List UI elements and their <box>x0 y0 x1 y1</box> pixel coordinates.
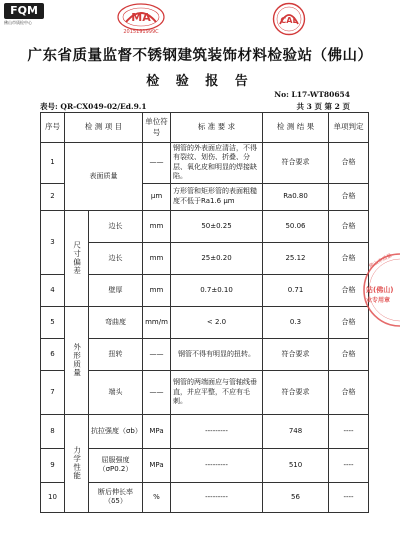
row-seq: 4 <box>41 274 65 306</box>
table-row <box>41 306 369 338</box>
header-unit: 单位符号 <box>143 113 171 143</box>
row-requirement: 50±0.25 <box>171 210 263 242</box>
page-info: 共 3 页 第 2 页 <box>296 102 350 111</box>
row-requirement: 钢管的外表面应清洁，不得有裂纹、划伤、折叠、分层、氧化皮和明显的焊接缺陷。 <box>171 143 263 184</box>
report-number-label: No: <box>274 90 289 99</box>
row-group-shape <box>65 306 89 414</box>
row-unit: % <box>143 482 171 512</box>
cma-text: MA <box>131 11 151 24</box>
row-item: 边长 <box>89 210 143 242</box>
row-item: 扭转 <box>89 338 143 370</box>
row-judgement: ---- <box>329 448 369 482</box>
row-result: 748 <box>263 414 329 448</box>
row-judgement: ---- <box>329 414 369 448</box>
header-judgement: 单项判定 <box>329 113 369 143</box>
row-result: 25.12 <box>263 242 329 274</box>
group-label: 尺寸偏差 <box>72 241 82 276</box>
table-row <box>41 210 369 242</box>
inspection-table <box>40 112 369 513</box>
cma-seal-icon <box>116 2 166 32</box>
fqm-logo-subtitle: 佛山市质检中心 <box>4 20 32 25</box>
row-result: Ra0.80 <box>263 183 329 210</box>
row-judgement: 合格 <box>329 370 369 414</box>
header-item: 检 测 项 目 <box>65 113 143 143</box>
table-row <box>41 370 369 414</box>
row-requirement: 方形管和矩形管的表面粗糙度不低于Ra1.6 μm <box>171 183 263 210</box>
cal-seal-icon <box>272 2 306 36</box>
row-item: 弯曲度 <box>89 306 143 338</box>
row-item: 壁厚 <box>89 274 143 306</box>
stamp-text-2: 站(佛山) <box>366 286 394 294</box>
table-row <box>41 448 369 482</box>
stamp-text-1: 佛山市质量 <box>368 252 394 270</box>
form-number <box>40 101 147 112</box>
row-group-mechanical <box>65 414 89 512</box>
cal-text: CAL <box>280 16 298 25</box>
row-requirement: 25±0.20 <box>171 242 263 274</box>
row-judgement: 合格 <box>329 338 369 370</box>
row-unit: mm <box>143 210 171 242</box>
row-judgement: ---- <box>329 482 369 512</box>
row-requirement: 钢管不得有明显的扭转。 <box>171 338 263 370</box>
row-unit: —— <box>143 143 171 184</box>
row-result: 50.06 <box>263 210 329 242</box>
form-number-value: QR-CX049-02/Ed.9.1 <box>60 102 147 111</box>
row-unit: mm <box>143 274 171 306</box>
row-judgement: 合格 <box>329 306 369 338</box>
row-seq: 1 <box>41 143 65 184</box>
report-number <box>274 90 350 99</box>
header-logos <box>0 2 400 42</box>
row-requirement: < 2.0 <box>171 306 263 338</box>
fqm-logo <box>4 3 48 29</box>
table-row <box>41 274 369 306</box>
report-title: 广东省质量监督不锈钢建筑装饰材料检验站（佛山） <box>27 48 373 64</box>
row-item: 屈服强度（σP0.2） <box>89 448 143 482</box>
group-label: 力学性能 <box>72 446 82 481</box>
row-unit: —— <box>143 338 171 370</box>
group-label: 外形质量 <box>72 343 82 378</box>
row-seq: 7 <box>41 370 65 414</box>
row-unit: μm <box>143 183 171 210</box>
row-group-dimension <box>65 210 89 306</box>
row-requirement: --------- <box>171 448 263 482</box>
row-unit: mm <box>143 242 171 274</box>
row-requirement: 0.7±0.10 <box>171 274 263 306</box>
header-seq: 序号 <box>41 113 65 143</box>
row-result: 符合要求 <box>263 143 329 184</box>
row-seq: 9 <box>41 448 65 482</box>
table-header-row <box>41 113 369 143</box>
row-requirement: --------- <box>171 482 263 512</box>
table-row <box>41 482 369 512</box>
row-judgement: 合格 <box>329 143 369 184</box>
header-result: 检 测 结 果 <box>263 113 329 143</box>
row-seq: 2 <box>41 183 65 210</box>
row-judgement: 合格 <box>329 242 369 274</box>
table-row <box>41 143 369 184</box>
table-row <box>41 242 369 274</box>
row-seq: 5 <box>41 306 65 338</box>
row-judgement: 合格 <box>329 274 369 306</box>
row-unit: mm/m <box>143 306 171 338</box>
form-number-label: 表号: <box>40 102 58 111</box>
row-seq: 10 <box>41 482 65 512</box>
row-item: 边长 <box>89 242 143 274</box>
row-item: 抗拉强度（σb） <box>89 414 143 448</box>
row-result: 符合要求 <box>263 338 329 370</box>
report-number-value: L17-WT80654 <box>291 90 350 99</box>
table-row <box>41 338 369 370</box>
row-requirement: 钢管的两端面应与管轴线垂直，并应平整，不应有毛刺。 <box>171 370 263 414</box>
fqm-logo-text: FQM <box>4 3 44 19</box>
row-seq: 8 <box>41 414 65 448</box>
header-requirement: 标 准 要 求 <box>171 113 263 143</box>
row-requirement: --------- <box>171 414 263 448</box>
row-item: 断后伸长率（δ5） <box>89 482 143 512</box>
stamp-text-3: 业专用章 <box>366 297 391 304</box>
row-unit: —— <box>143 370 171 414</box>
table-row <box>41 414 369 448</box>
official-stamp-icon <box>356 250 400 330</box>
row-item: 端头 <box>89 370 143 414</box>
row-seq: 6 <box>41 338 65 370</box>
row-result: 0.71 <box>263 274 329 306</box>
row-result: 符合要求 <box>263 370 329 414</box>
row-unit: MPa <box>143 448 171 482</box>
report-subtitle: 检 验 报 告 <box>146 74 254 89</box>
row-item: 表面质量 <box>65 143 143 211</box>
cma-number: 2015191999C <box>123 29 159 35</box>
row-seq: 3 <box>41 210 65 274</box>
row-result: 0.3 <box>263 306 329 338</box>
row-judgement: 合格 <box>329 183 369 210</box>
row-result: 510 <box>263 448 329 482</box>
row-unit: MPa <box>143 414 171 448</box>
row-judgement: 合格 <box>329 210 369 242</box>
row-result: 56 <box>263 482 329 512</box>
